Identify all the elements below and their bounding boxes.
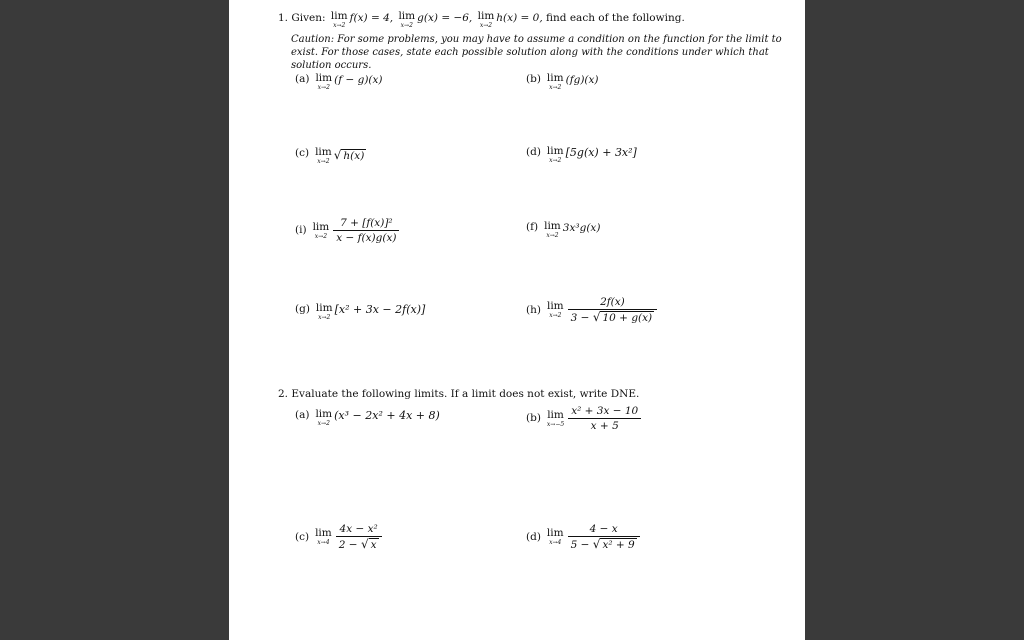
given-f-value: f(x) = 4, [349,12,394,24]
caution-label: Caution: [291,34,335,45]
problem-2c: (c) lim x→4 $\frac{\text{4x − x²}}{2 - √ x}$ [295,522,384,552]
expr-1c: √ h(x) [333,148,365,162]
given-lim-g: lim x→2 [398,10,416,29]
problem-1-number: 1. [278,12,289,24]
problem-1d: (d) lim x→2 [5g(x) + 3x²] [526,145,637,164]
sqrt-icon: √ [333,148,342,162]
problem-1f: (f) lim x→2 3x³g(x) [526,220,601,239]
problem-1a: (a) lim x→2 (f − g)(x) [295,72,383,91]
expr-1g: [x² + 3x − 2f(x)] [334,303,426,316]
expr-2a: (x³ − 2x² + 4x + 8) [334,409,440,422]
given-h-value: h(x) = 0, [496,12,543,24]
expr-1b: (fg)(x) [565,74,599,86]
expr-1a: (f − g)(x) [334,74,383,86]
problem-1g: (g) lim x→2 [x² + 3x − 2f(x)] [295,302,426,321]
problem-1h: (h) lim x→2 $\frac{2f(x)}{3 - √ 10 + g(x)}$ [526,295,659,325]
fraction-2c: $\frac{\text{4x − x²}}{2 - √ x}$ [336,522,382,552]
problem-2d: (d) lim x→4 $\frac{4 - x}{\text{5 − √ x² + 9}}$ [526,522,642,552]
problem-2a: (a) lim x→2 (x³ − 2x² + 4x + 8) [295,408,440,427]
given-lim-h: lim x→2 [477,10,495,29]
expr-1f: 3x³g(x) [562,222,601,234]
caution-text: For some problems, you may have to assume a condition on the function for the limit to exist. For those cases, state each possible solution along with the conditions under which that solution occurs. [291,34,782,72]
fraction-1e: $\frac{\text{7 + [f(x)]²}}{x - f(x)g(x)}$ [333,216,399,245]
caution-note [291,33,783,73]
sqrt-icon: √ [360,537,369,551]
problem-1b: (b) lim x→2 (fg)(x) [526,72,599,91]
given-lim-f: lim x→2 [330,10,348,29]
fraction-1h: $\frac{2f(x)}{3 - √ 10 + g(x)}$ [568,295,658,325]
problem-2-text: Evaluate the following limits. If a limit does not exist, write DNE. [291,388,640,400]
sqrt-icon: √ [592,310,601,324]
given-g-value: g(x) = −6, [417,12,473,24]
problem-1e: (i) lim x→2 $\frac{\text{7 + [f(x)]²}}{x - f(x)g(x)}$ [295,216,401,245]
given-tail: find each of the following. [546,12,685,24]
fraction-2d: $\frac{4 - x}{\text{5 − √ x² + 9}}$ [568,522,640,552]
problem-2b: (b) lim x→−5 $\frac{\text{x² + 3x − 10}}{x + 5}$ [526,404,643,433]
problem-1-given [278,11,685,29]
expr-1d: [5g(x) + 3x²] [565,146,637,159]
given-label: Given: [291,12,326,24]
problem-1c: (c) lim x→2 √ h(x) [295,146,365,165]
problem-2-number: 2. [278,388,289,400]
sqrt-icon: √ [592,537,601,551]
problem-2-instruction [278,387,639,401]
fraction-2b: $\frac{\text{x² + 3x − 10}}{x + 5}$ [568,404,641,433]
worksheet-page [229,0,805,640]
